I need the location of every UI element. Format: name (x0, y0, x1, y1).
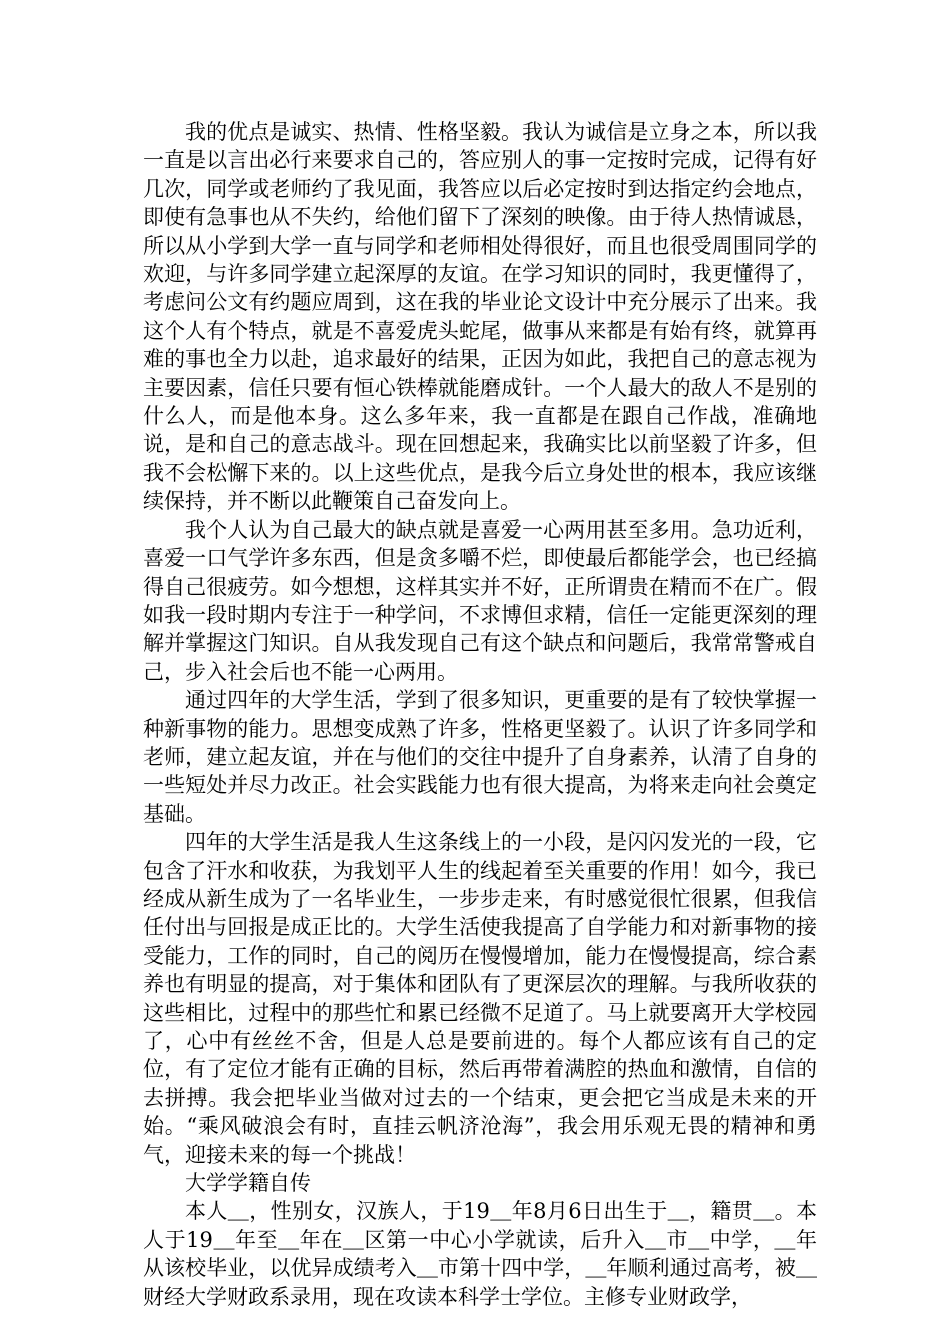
paragraph-reflection: 四年的大学生活是我人生这条线上的一小段，是闪闪发光的一段，它包含了汗水和收获，为我划平人生的线起着至关重要的作用！如今，我已经成从新生成为了一名毕业生，一步步走来，有时感觉很忙很累，但我信任付出与回报是成正比的。大学生活使我提高了自学能力和对新事物的接受能力，工作的同时，自己的阅历在慢慢增加，能力在慢慢提高，综合素养也有明显的提高，对于集体和团队有了更深层次的理解。与我所收获的这些相比，过程中的那些忙和累已经微不足道了。马上就要离开大学校园了，心中有丝丝不舍，但是人总是要前进的。每个人都应该有自己的定位，有了定位才能有正确的目标，然后再带着满腔的热血和激情，自信的去拼搏。我会把毕业当做对过去的一个结束，更会把它当成是未来的开始。“乘风破浪会有时，直挂云帆济沧海”，我会用乐观无畏的精神和勇气，迎接未来的每一个挑战！ (143, 830, 817, 1167)
paragraph-autobiography: 本人＿，性别女，汉族人，于19＿年8月6日出生于＿，籍贯＿。本人于19＿年至＿年在＿区第一中心小学就读，后升入＿市＿中学，＿年从该校毕业，以优异成绩考入＿市第十四中学，＿年顺利通过高考，被＿财经大学财政系录用，现在攻读本科学士学位。主修专业财政学， (143, 1199, 817, 1309)
paragraph-strengths: 我的优点是诚实、热情、性格坚毅。我认为诚信是立身之本，所以我一直是以言出必行来要求自己的，答应别人的事一定按时完成，记得有好几次，同学或老师约了我见面，我答应以后必定按时到达指定约会地点，即使有急事也从不失约，给他们留下了深刻的映像。由于待人热情诚恳，所以从小学到大学一直与同学和老师相处得很好，而且也很受周围同学的欢迎，与许多同学建立起深厚的友谊。在学习知识的同时，我更懂得了，考虑问公文有约题应周到，这在我的毕业论文设计中充分展示了出来。我这个人有个特点，就是不喜爱虎头蛇尾，做事从来都是有始有终，就算再难的事也全力以赴，追求最好的结果，正因为如此，我把自己的意志视为主要因素，信任只要有恒心铁棒就能磨成针。一个人最大的敌人不是别的什么人，而是他本身。这么多年来，我一直都是在跟自己作战，准确地说，是和自己的意志战斗。现在回想起来，我确实比以前坚毅了许多，但我不会松懈下来的。以上这些优点，是我今后立身处世的根本，我应该继续保持，并不断以此鞭策自己奋发向上。 (143, 120, 817, 514)
document-page (143, 118, 817, 1311)
section-title: 大学学籍自传 (185, 1171, 311, 1196)
paragraph-weaknesses: 我个人认为自己最大的缺点就是喜爱一心两用甚至多用。急功近利，喜爱一口气学许多东西，但是贪多嚼不烂，即使最后都能学会，也已经搞得自己很疲劳。如今想想，这样其实并不好，正所谓贵在精而不在广。假如我一段时期内专注于一种学问，不求博但求精，信任一定能更深刻的理解并掌握这门知识。自从我发现自己有这个缺点和问题后，我常常警戒自己，步入社会后也不能一心两用。 (143, 517, 817, 684)
paragraph-growth: 通过四年的大学生活，学到了很多知识，更重要的是有了较快掌握一种新事物的能力。思想变成熟了许多，性格更坚毅了。认识了许多同学和老师，建立起友谊，并在与他们的交往中提升了自身素养，认清了自身的一些短处并尽力改正。社会实践能力也有很大提高，为将来走向社会奠定基础。 (143, 688, 817, 826)
